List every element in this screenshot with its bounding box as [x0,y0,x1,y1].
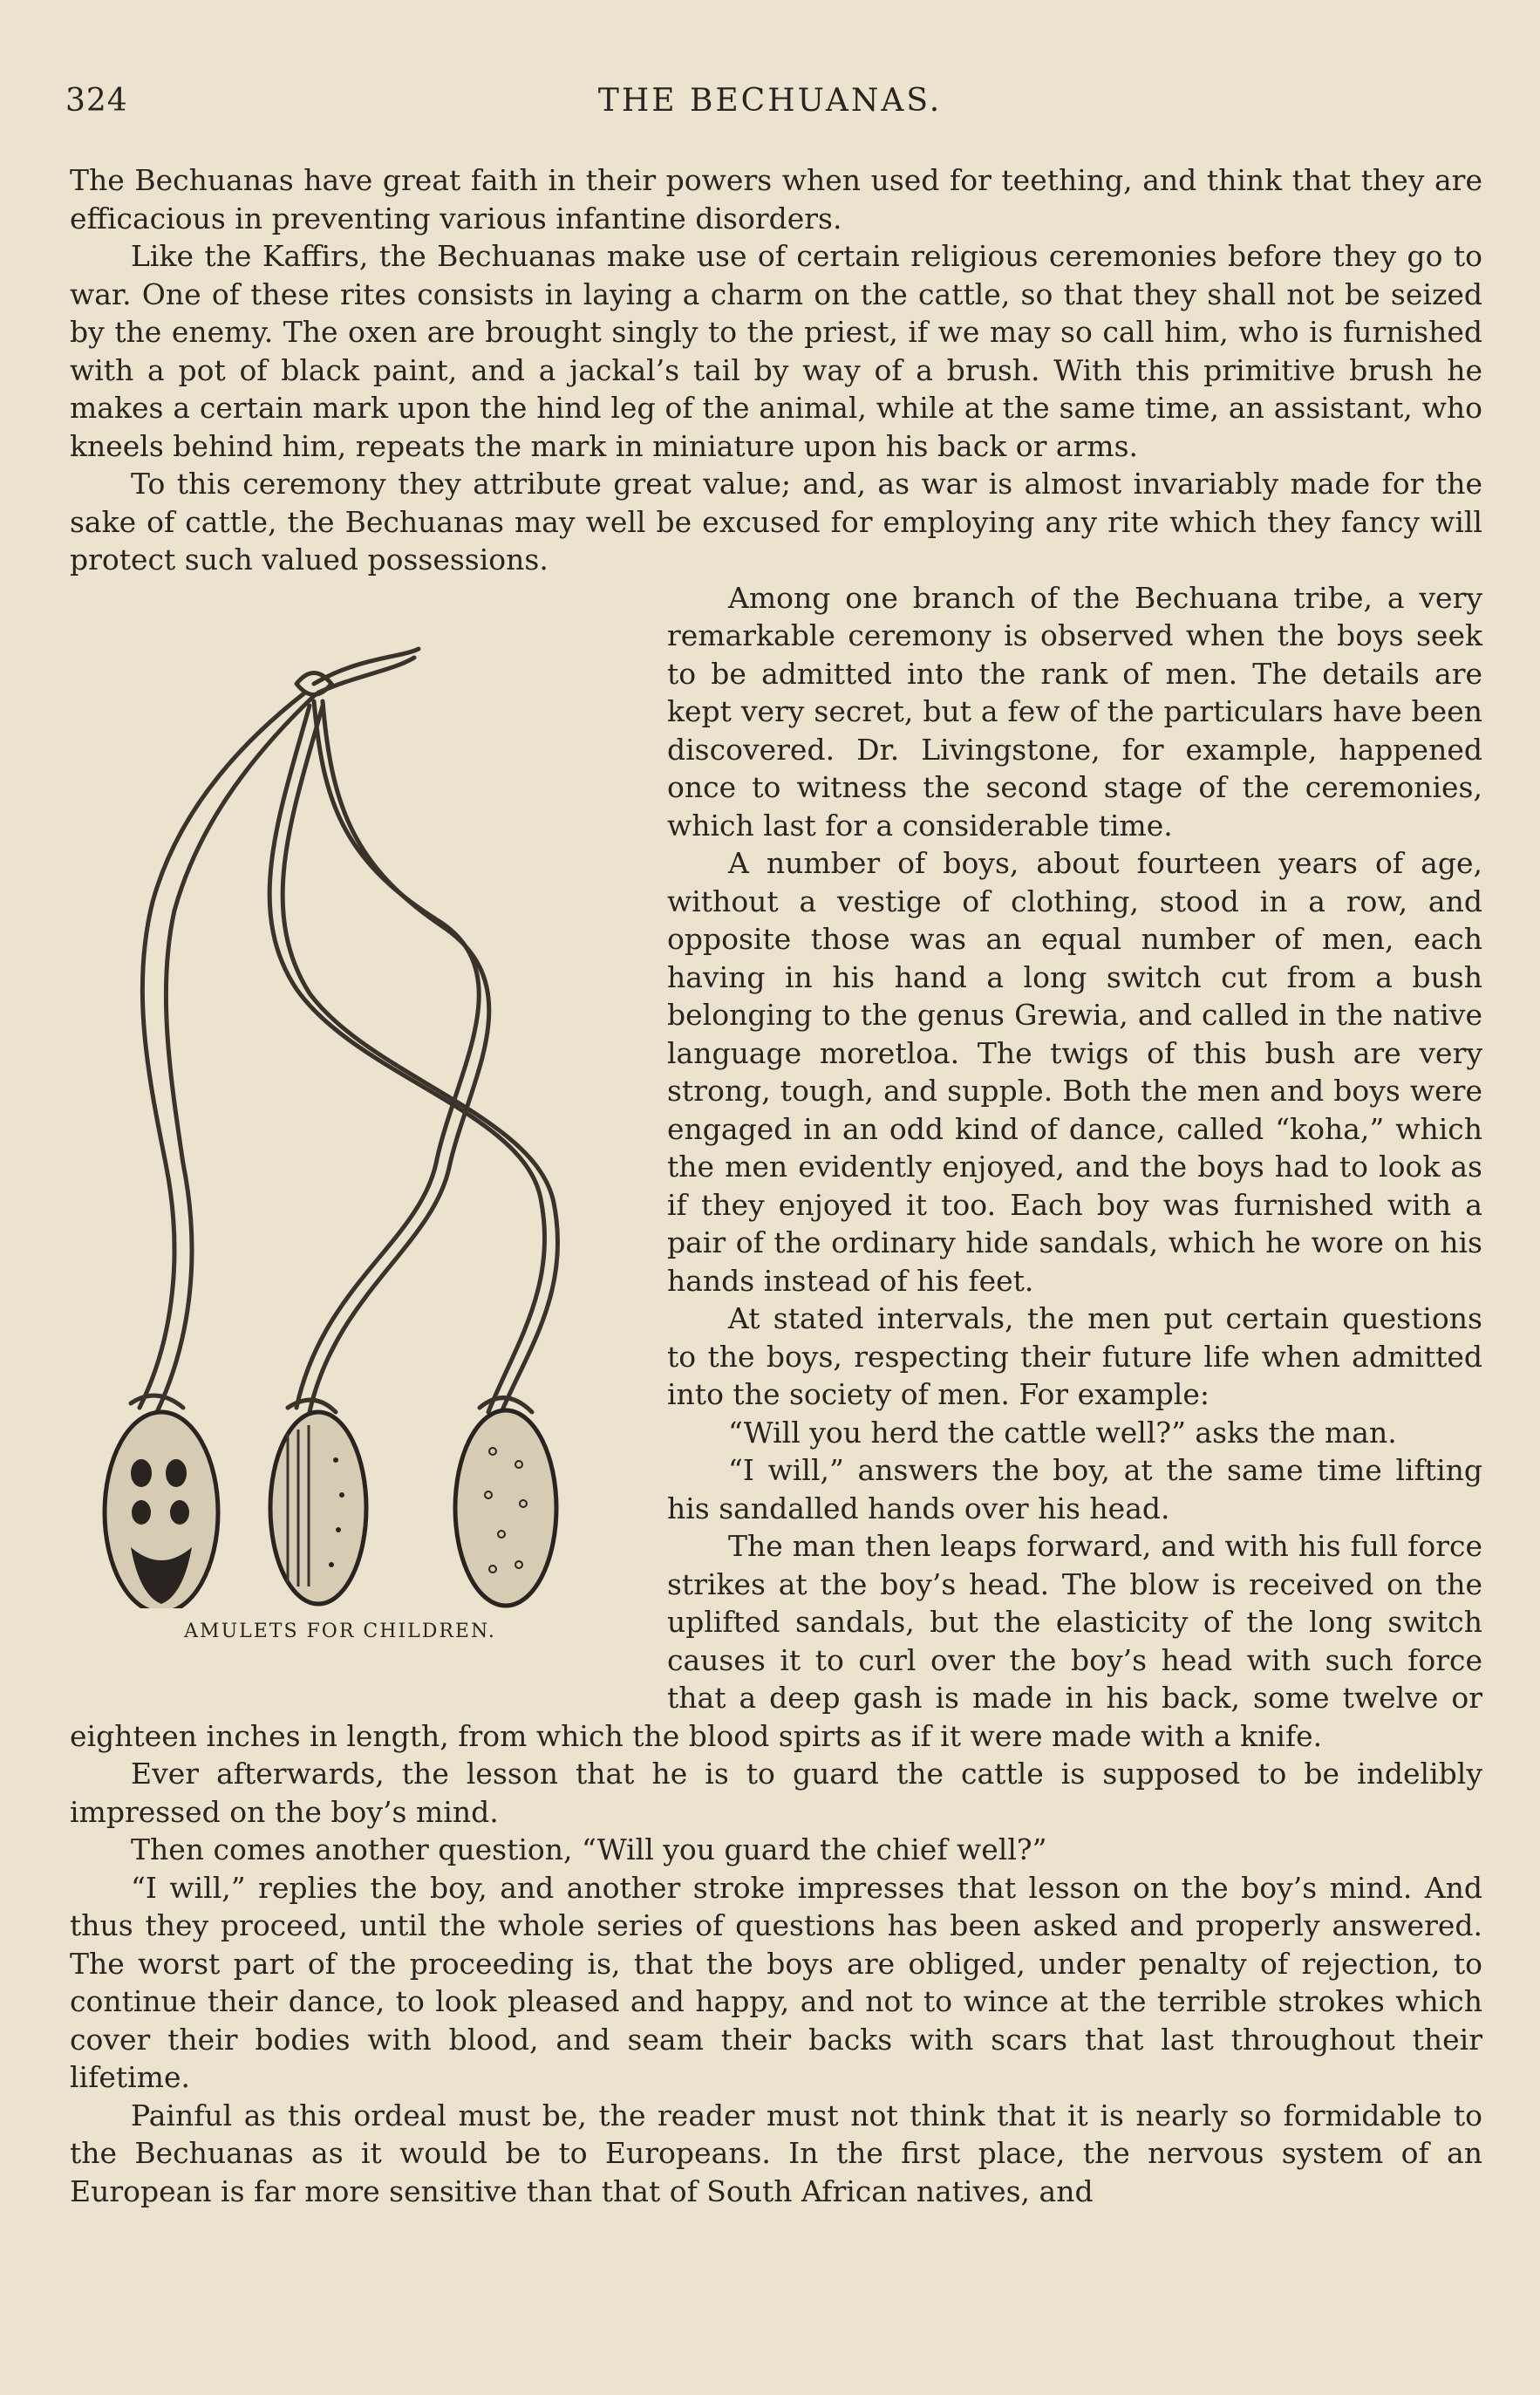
paragraph-5: A number of boys, about fourteen years of age, without a vestige of clothing, stood in a row, and opposite those was an equal number of men, each having in his hand a long switch cut from a bush belonging to the genus Grewia, and called in the native language moretloa. The twigs of this bush are very strong, tough, and supple. Both the men and boys were engaged in an odd kind of dance, called “koha,” which the men evidently enjoyed, and the boys had to look as if they enjoyed it too. Each boy was furnished with a pair of the ordinary hide sandals, which he wore on his hands instead of his feet. [667,846,1482,1298]
amulet-right [455,1410,556,1606]
paragraph-10: Ever afterwards, the lesson that he is to guard the cattle is supposed to be indelibly impressed on the boy’s mind. [70,1757,1482,1829]
page-header [0,83,1540,135]
figure-caption: AMULETS FOR CHILDREN. [184,1620,496,1642]
paragraph-3: To this ceremony they attribute great value; and, as war is almost invariably made for the sake of cattle, the Bechuanas may well be excused for employing any rite which they fancy will protect such valued possessions. [70,467,1482,577]
amulets-figure [70,579,628,1704]
paragraph-12: “I will,” replies the boy, and another stroke impresses that lesson on the boy’s mind. And thus they proceed, until the whole series of questions has been asked and properly answered. The worst part of the proceeding is, that the boys are obliged, under penalty of rejection, to continue their dance, to look pleased and happy, and not to wince at the terrible strokes which cover their bodies with blood, and seam their backs with scars that last throughout their lifetime. [70,1870,1482,2094]
paragraph-2: Like the Kaffirs, the Bechuanas make use of certain religious ceremonies before they go to war. One of these rites consists in laying a charm on the cattle, so that they shall not be seized by the enemy. The oxen are brought singly to the priest, if we may so call him, who is furnished with a pot of black paint, and a jackal’s tail by way of a brush. With this primitive brush he makes a certain mark upon the hind leg of the animal, while at the same time, an assistant, who kneels behind him, repeats the mark in miniature upon his back or arms. [70,239,1482,463]
text-block-top [70,161,1482,2210]
paragraph-11: Then comes another question, “Will you guard the chief well?” [131,1832,1047,1866]
paragraph-1: The Bechuanas have great faith in their powers when used for teething, and think that they are efficacious in preventing various infantine disorders. [70,163,1482,235]
paragraph-9: The man then leaps forward, and with his full force strikes at the boy’s head. The blow is received on the uplifted sandals, but the elasticity of the long switch causes it to curl over the boy’s head with such force that a deep gash is made in his back, some twelve or eighteen inches in length, from which the blood spirts as if it were made with a knife. [70,1529,1482,1753]
paragraph-13: Painful as this ordeal must be, the reader must not think that it is nearly so formidable to the Bechuanas as it would be to Europeans. In the first place, the nervous system of an European is far more sensitive than that of South African natives, and [70,2098,1482,2208]
paragraph-4: Among one branch of the Bechuana tribe, a very remarkable ceremony is observed when the boys seek to be admitted into the rank of men. The details are kept very secret, but a few of the particulars have been discovered. Dr. Livingstone, for example, happened once to witness the second stage of the ceremonies, which last for a considerable time. [667,580,1482,843]
page-number: 324 [65,83,128,119]
amulet-middle [270,1412,366,1604]
running-title: THE BECHUANAS. [597,83,943,119]
paragraph-8: “I will,” answers the boy, at the same time lifting his sandalled hands over his head. [667,1453,1482,1525]
paragraph-7: “Will you herd the cattle well?” asks the man. [728,1415,1397,1450]
amulet-left [105,1412,218,1608]
paragraph-6: At stated intervals, the men put certain questions to the boys, respecting their future life when admitted into the society of men. For example: [667,1301,1482,1411]
amulets-illustration [70,623,610,1608]
